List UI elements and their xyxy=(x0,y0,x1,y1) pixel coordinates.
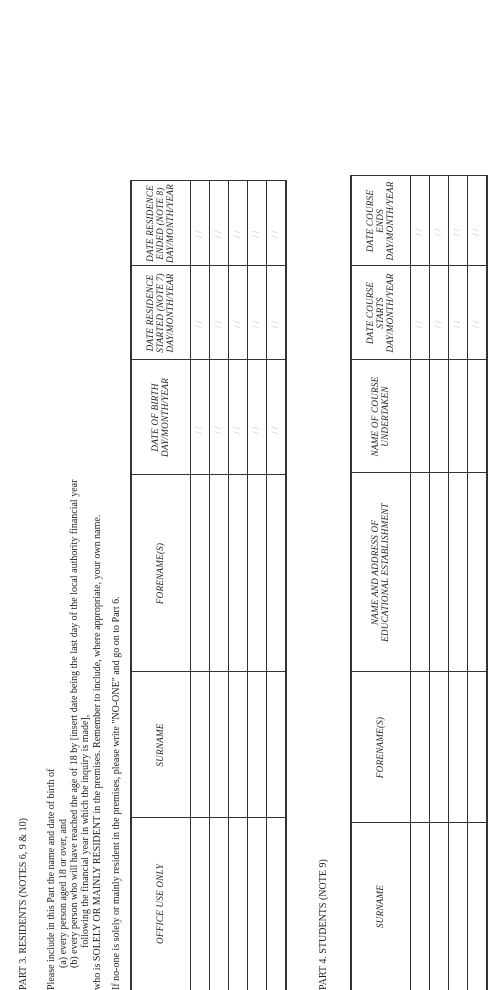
date-placeholder: / / xyxy=(213,320,223,328)
date-placeholder: / / xyxy=(414,228,424,236)
part3-col-date-residence-ended: DATE RESIDENCE ENDED (NOTE 8) DAY/MONTH/YEAR xyxy=(145,184,175,263)
part3-col-date-of-birth: DATE OF BIRTH DAY/MONTH/YEAR xyxy=(150,378,170,457)
date-placeholder: / / xyxy=(213,426,223,434)
part3-col-office-use: OFFICE USE ONLY xyxy=(155,864,165,944)
date-placeholder: / / xyxy=(270,320,280,328)
part3-item-a: (a) every person aged 18 or over, and xyxy=(58,819,69,968)
date-placeholder: / / xyxy=(194,320,204,328)
date-placeholder: / / xyxy=(251,426,261,434)
date-placeholder: / / xyxy=(270,426,280,434)
date-placeholder: / / xyxy=(213,230,223,238)
part3-who-line: who is SOLELY OR MAINLY RESIDENT in the premises. Remember to include, where appropriate, your own name. xyxy=(92,514,103,990)
part3-item-b-line2: following the financial year in which the inquiry is made], xyxy=(80,714,91,948)
date-placeholder: / / xyxy=(433,228,443,236)
part3-heading: PART 3. RESIDENTS (NOTES 6, 9 & 10) xyxy=(18,818,29,990)
date-placeholder: / / xyxy=(251,230,261,238)
date-placeholder: / / xyxy=(471,228,481,236)
date-placeholder: / / xyxy=(471,320,481,328)
date-placeholder: / / xyxy=(251,320,261,328)
date-placeholder: / / xyxy=(414,320,424,328)
date-placeholder: / / xyxy=(232,320,242,328)
part4-col-educational-establishment: NAME AND ADDRESS OF EDUCATIONAL ESTABLISHMENT xyxy=(370,503,390,642)
part4-col-course-name: NAME OF COURSE UNDERTAKEN xyxy=(370,376,390,457)
part3-item-b-line1: (b) every person who will have reached the age of 18 by [insert date being the last day of the local authority financial year xyxy=(69,479,80,968)
date-placeholder: / / xyxy=(452,228,462,236)
date-placeholder: / / xyxy=(433,320,443,328)
part3-intro: Please include in this Part the name and date of birth of xyxy=(46,768,57,990)
date-placeholder: / / xyxy=(194,426,204,434)
part4-col-course-starts: DATE COURSE STARTS DAY/MONTH/YEAR xyxy=(365,273,395,353)
part4-col-surname: SURNAME xyxy=(375,884,385,929)
part4-col-course-ends: DATE COURSE ENDS DAY/MONTH/YEAR xyxy=(365,181,395,261)
date-placeholder: / / xyxy=(452,320,462,328)
part3-col-forenames: FORENAME(S) xyxy=(155,542,165,605)
date-placeholder: / / xyxy=(232,230,242,238)
part4-col-forenames: FORENAME(S) xyxy=(375,716,385,779)
part3-col-date-residence-started: DATE RESIDENCE STARTED (NOTE 7) DAY/MONTH/YEAR xyxy=(145,273,175,353)
date-placeholder: / / xyxy=(232,426,242,434)
part3-noone-line: If no-one is solely or mainly resident in the premises, please write "NO-ONE" and go on to Part 6. xyxy=(111,596,122,990)
date-placeholder: / / xyxy=(194,230,204,238)
part4-heading: PART 4. STUDENTS (NOTE 9) xyxy=(318,859,329,990)
part3-col-surname: SURNAME xyxy=(155,723,165,767)
date-placeholder: / / xyxy=(270,230,280,238)
